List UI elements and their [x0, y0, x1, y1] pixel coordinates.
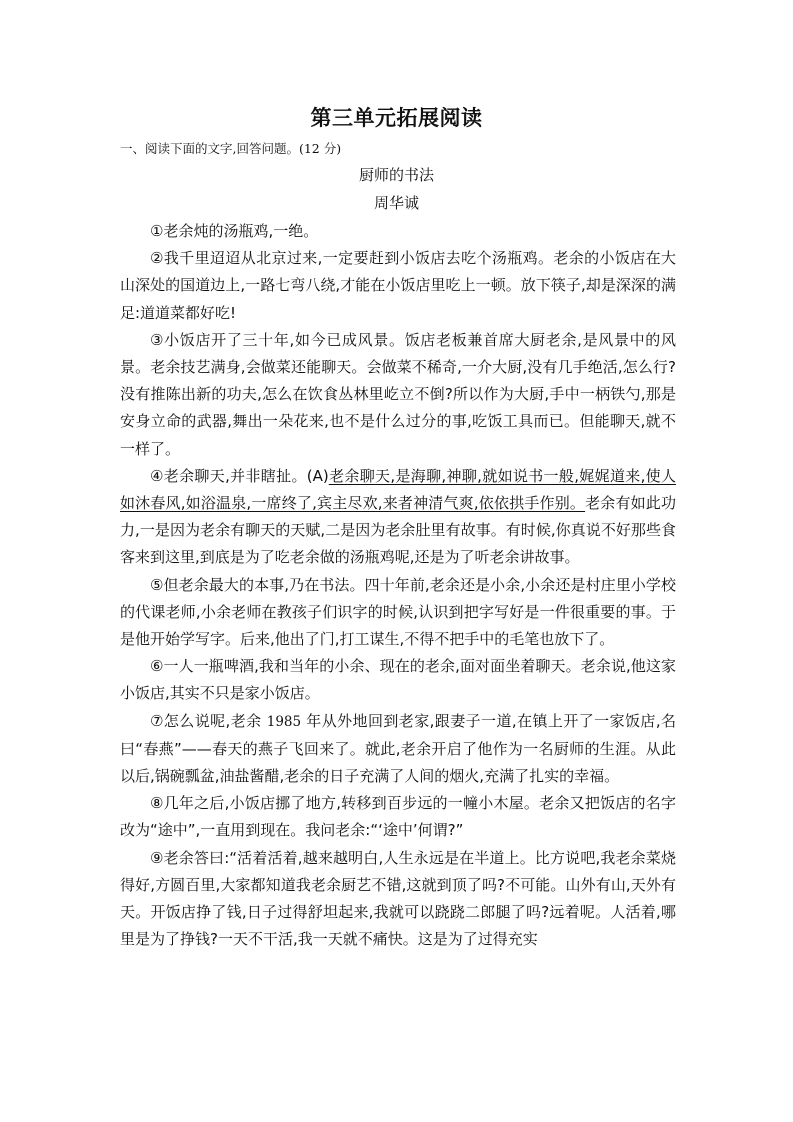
- paragraph-4: [120, 463, 676, 572]
- article-body: [120, 218, 676, 953]
- paragraph-8: ⑧几年之后,小饭店挪了地方,转移到百步远的一幢小木屋。老余又把饭店的名字改为“途中”,一直用到现在。我问老余:“‘途中’何谓?”: [120, 794, 676, 840]
- paragraph-5: ⑤但老余最大的本事,乃在书法。四十年前,老余还是小余,小余还是村庄里小学校的代课老师,小余老师在教孩子们识字的时候,认识到把字写好是一件很重要的事。于是他开始学写字。后来,他出了门,打工谋生,不得不把手中的毛笔也放下了。: [120, 575, 676, 649]
- paragraph-1: ①老余炖的汤瓶鸡,一绝。: [150, 222, 319, 240]
- paragraph-7-intro: ⑦怎么说呢,老余: [150, 711, 267, 730]
- underlined-sentence-a: 老余聊天,是海聊,神聊,就如说书一般,娓娓道来,使人如沐春风,如浴温泉,一席终了,宾主尽欢,来者神清气爽,依依拱手作别。: [120, 466, 677, 513]
- paragraph-3: ③小饭店开了三十年,如今已成风景。饭店老板兼首席大厨老余,是风景中的风景。老余技艺满身,会做菜还能聊天。会做菜不稀奇,一介大厨,没有几手绝活,怎么行?没有推陈出新的功夫,怎么在饮食丛林里屹立不倒?所以作为大厨,手中一柄铁勺,那是安身立命的武器,舞出一朵花来,也不是什么过分的事,吃饭工具而已。但能聊天,就不一样了。: [120, 330, 676, 458]
- article-title: 厨师的书法: [358, 166, 434, 184]
- page-title: 第三单元拓展阅读: [310, 106, 483, 130]
- paragraph-6: ⑥一人一瓶啤酒,我和当年的小余、现在的老余,面对面坐着聊天。老余说,他这家小饭店,其实不只是家小饭店。: [120, 657, 676, 703]
- paragraph-4-intro: ④老余聊天,并非瞎扯。(A): [150, 466, 329, 485]
- question-instruction: 一、阅读下面的文字,回答问题。(12 分): [120, 141, 342, 156]
- paragraph-7: [120, 708, 676, 791]
- paragraph-4-rest: 老余有如此功力,一是因为老余有聊天的天赋,二是因为老余肚里有故事。有时候,你真说不好那些食客来到这里,到底是为了吃老余做的汤瓶鸡呢,还是为了听老余讲故事。: [120, 494, 676, 567]
- paragraph-9: ⑨老余答曰:“活着活着,越来越明白,人生永远是在半道上。比方说吧,我老余菜烧得好,方圆百里,大家都知道我老余厨艺不错,这就到顶了吗?不可能。山外有山,天外有天。开饭店挣了钱,日子过得舒坦起来,我就可以跷跷二郎腿了吗?远着呢。人活着,哪里是为了挣钱?一天不干活,我一天就不痛快。这是为了过得充实: [120, 848, 676, 949]
- paragraph-7-rest: 年从外地回到老家,跟妻子一道,在镇上开了一家饭店,名曰“春燕”——春天的燕子飞回来了。就此,老余开启了他作为一名厨师的生涯。从此以后,锅碗瓢盆,油盐酱醋,老余的日子充满了人间的烟火,充满了扎实的幸福。: [120, 711, 676, 786]
- year-number: 1985: [266, 713, 302, 730]
- paragraph-2: ②我千里迢迢从北京过来,一定要赶到小饭店去吃个汤瓶鸡。老余的小饭店在大山深处的国道边上,一路七弯八绕,才能在小饭店里吃上一顿。放下筷子,却是深深的满足:道道菜都好吃!: [120, 249, 676, 322]
- article-author: 周华诚: [373, 194, 419, 212]
